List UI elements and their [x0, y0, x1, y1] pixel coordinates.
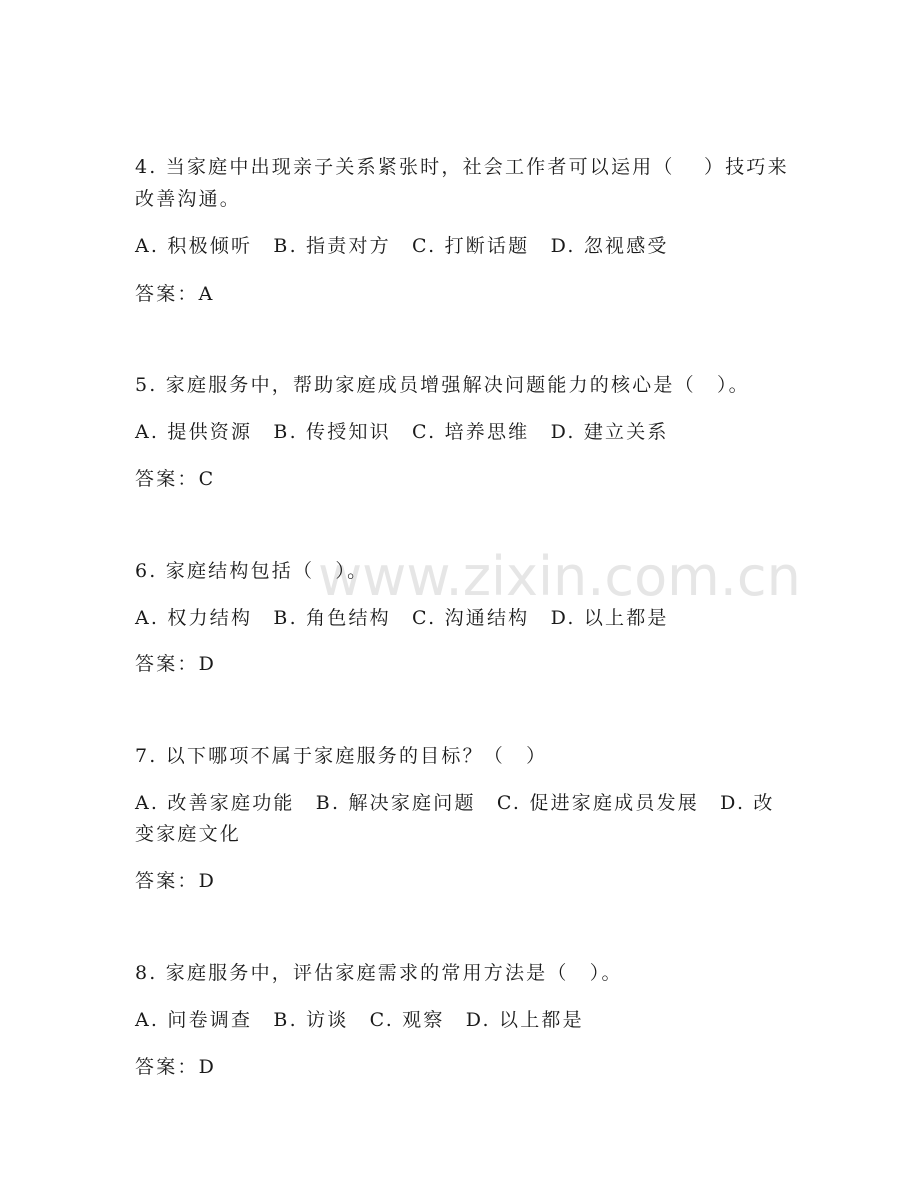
watermark: www.zixin.com.cn [318, 545, 801, 608]
question-8-answer: 答案：D [135, 1056, 217, 1078]
question-6-answer: 答案：D [135, 653, 217, 675]
question-7-stem: 7. 以下哪项不属于家庭服务的目标？（ ） [135, 745, 548, 767]
question-4-stem-line2: 改善沟通。 [135, 188, 242, 210]
question-5-stem: 5. 家庭服务中，帮助家庭成员增强解决问题能力的核心是（ ）。 [135, 374, 750, 396]
question-7-options-line2: 变家庭文化 [135, 823, 242, 845]
question-6-stem: 6. 家庭结构包括（ ）。 [135, 560, 369, 582]
question-4-stem-line1: 4. 当家庭中出现亲子关系紧张时，社会工作者可以运用（ ）技巧来 [135, 156, 789, 178]
question-4-answer: 答案：A [135, 283, 215, 305]
question-6-options: A. 权力结构 B. 角色结构 C. 沟通结构 D. 以上都是 [135, 607, 669, 629]
question-5-options: A. 提供资源 B. 传授知识 C. 培养思维 D. 建立关系 [135, 421, 669, 443]
question-7-answer: 答案：D [135, 870, 217, 892]
question-4-options: A. 积极倾听 B. 指责对方 C. 打断话题 D. 忽视感受 [135, 235, 669, 257]
question-8-stem: 8. 家庭服务中，评估家庭需求的常用方法是（ ）。 [135, 962, 623, 984]
question-5-answer: 答案：C [135, 468, 216, 490]
question-8-options: A. 问卷调查 B. 访谈 C. 观察 D. 以上都是 [135, 1009, 584, 1031]
question-7-options-line1: A. 改善家庭功能 B. 解决家庭问题 C. 促进家庭成员发展 D. 改 [135, 792, 775, 814]
